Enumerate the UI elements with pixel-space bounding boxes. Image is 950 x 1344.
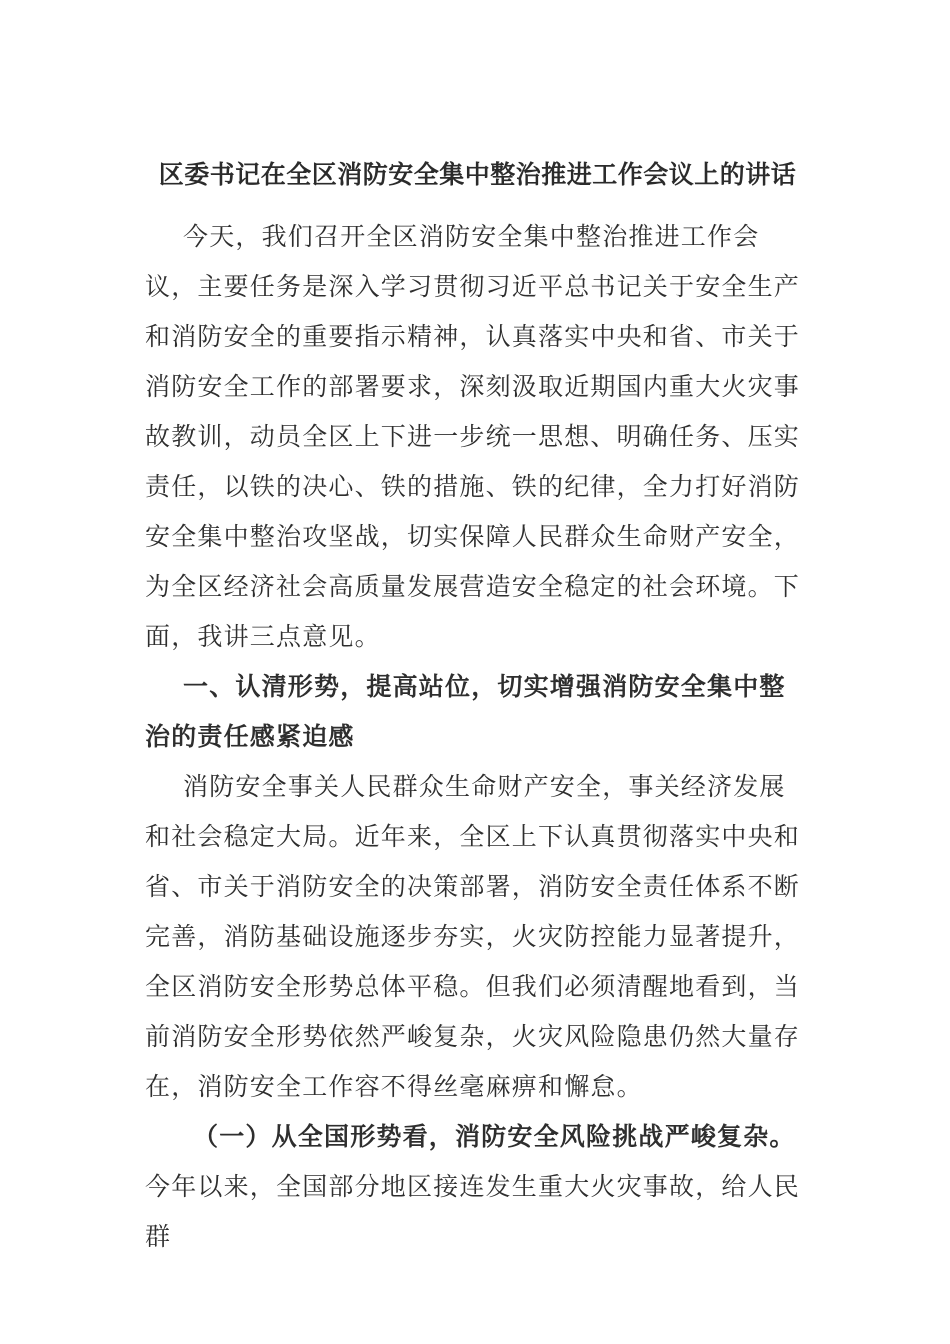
document-title: 区委书记在全区消防安全集中整治推进工作会议上的讲话	[158, 160, 797, 189]
subsection-1-paragraph	[145, 1112, 805, 1262]
section-1-paragraph: 消防安全事关人民群众生命财产安全，事关经济发展和社会稳定大局。近年来，全区上下认真贯彻落实中央和省、市关于消防安全的决策部署，消防安全责任体系不断完善，消防基础设施逐步夯实，火灾防控能力显著提升，全区消防安全形势总体平稳。但我们必须清醒地看到，当前消防安全形势依然严峻复杂，火灾风险隐患仍然大量存在，消防安全工作容不得丝毫麻痹和懈怠。	[145, 772, 801, 1101]
subsection-heading-1: （一）从全国形势看，消防安全风险挑战严峻复杂。	[193, 1122, 796, 1151]
intro-paragraph: 今天，我们召开全区消防安全集中整治推进工作会议，主要任务是深入学习贯彻习近平总书记关于安全生产和消防安全的重要指示精神，认真落实中央和省、市关于消防安全工作的部署要求，深刻汲取近期国内重大火灾事故教训，动员全区上下进一步统一思想、明确任务、压实责任，以铁的决心、铁的措施、铁的纪律，全力打好消防安全集中整治攻坚战，切实保障人民群众生命财产安全，为全区经济社会高质量发展营造安全稳定的社会环境。下面，我讲三点意见。	[145, 222, 801, 651]
subsection-1-text: 今年以来，全国部分地区接连发生重大火灾事故，给人民群	[145, 1172, 801, 1251]
section-heading-1: 一、认清形势，提高站位，切实增强消防安全集中整治的责任感紧迫感	[145, 672, 786, 751]
